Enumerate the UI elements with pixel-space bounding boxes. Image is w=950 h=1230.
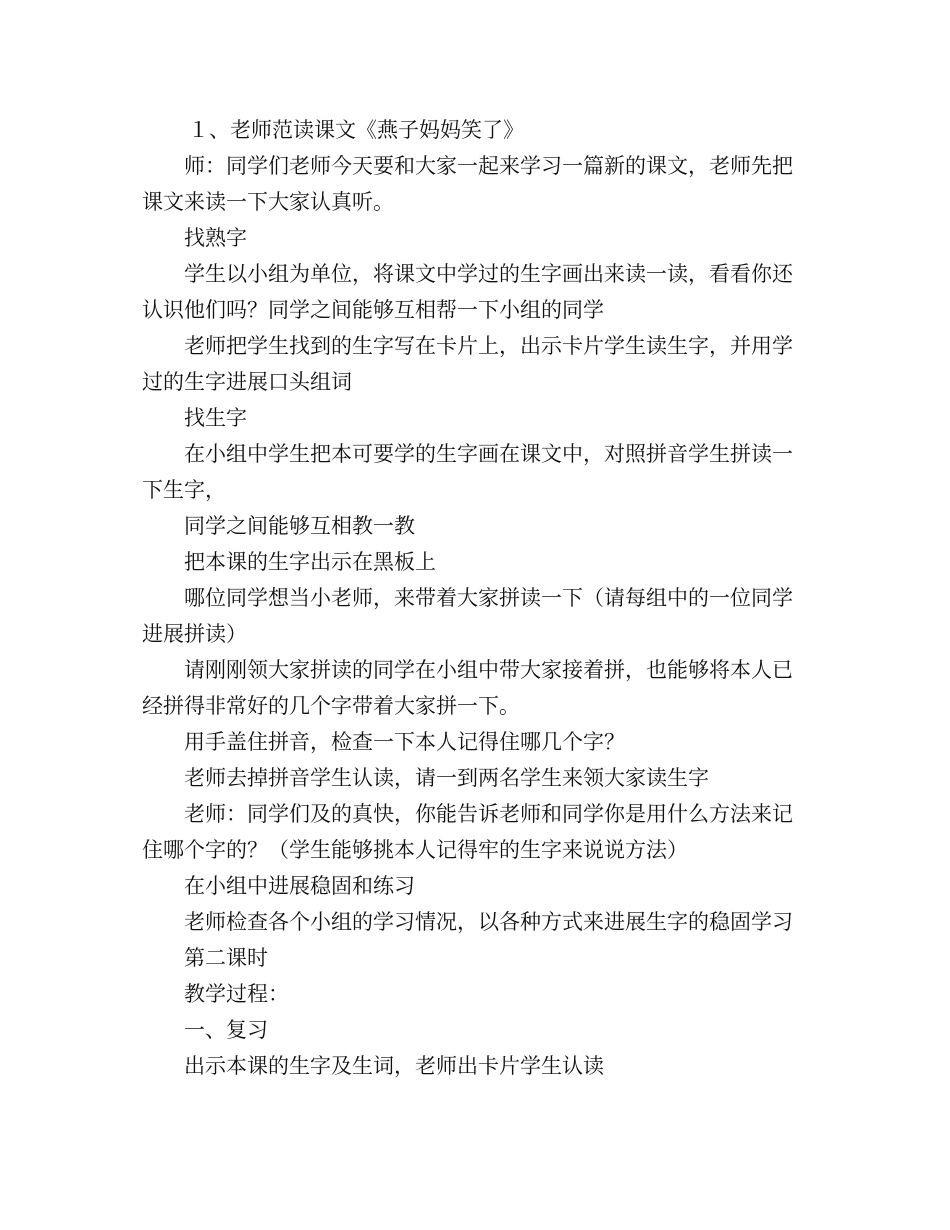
paragraph: 出示本课的生字及生词，老师出卡片学生认读 — [184, 1054, 604, 1078]
paragraph: 师：同学们老师今天要和大家一起来学习一篇新的课文，老师先把课文来读一下大家认真听。 — [142, 154, 793, 214]
paragraph: 学生以小组为单位，将课文中学过的生字画出来读一读，看看你还认识他们吗？同学之间能够互相帮一下小组的同学 — [142, 262, 793, 322]
paragraph: 找熟字 — [184, 226, 247, 250]
paragraph: 老师：同学们及的真快，你能告诉老师和同学你是用什么方法来记住哪个字的？（学生能够挑本人记得牢的生字来说说方法） — [142, 802, 793, 862]
paragraph: 哪位同学想当小老师，来带着大家拼读一下（请每组中的一位同学进展拼读） — [142, 586, 793, 646]
paragraph: 一、复习 — [184, 1018, 268, 1042]
document-body — [142, 112, 812, 1084]
paragraph: 在小组中进展稳固和练习 — [184, 874, 415, 898]
paragraph: 老师检查各个小组的学习情况，以各种方式来进展生字的稳固学习 — [184, 910, 793, 934]
paragraph: 老师去掉拼音学生认读，请一到两名学生来领大家读生字 — [184, 766, 709, 790]
paragraph: 同学之间能够互相教一教 — [184, 514, 415, 538]
paragraph: １、老师范读课文《燕子妈妈笑了》 — [188, 118, 524, 142]
paragraph: 把本课的生字出示在黑板上 — [184, 550, 436, 574]
paragraph: 老师把学生找到的生字写在卡片上，出示卡片学生读生字，并用学过的生字进展口头组词 — [142, 334, 793, 394]
paragraph: 用手盖住拼音，检查一下本人记得住哪几个字？ — [184, 730, 625, 754]
paragraph: 教学过程： — [184, 982, 289, 1006]
paragraph: 在小组中学生把本可要学的生字画在课文中，对照拼音学生拼读一下生字， — [142, 442, 793, 502]
paragraph: 找生字 — [184, 406, 247, 430]
paragraph: 请刚刚领大家拼读的同学在小组中带大家接着拼，也能够将本人已经拼得非常好的几个字带着大家拼一下。 — [142, 658, 793, 718]
section-heading: 第二课时 — [184, 946, 268, 970]
